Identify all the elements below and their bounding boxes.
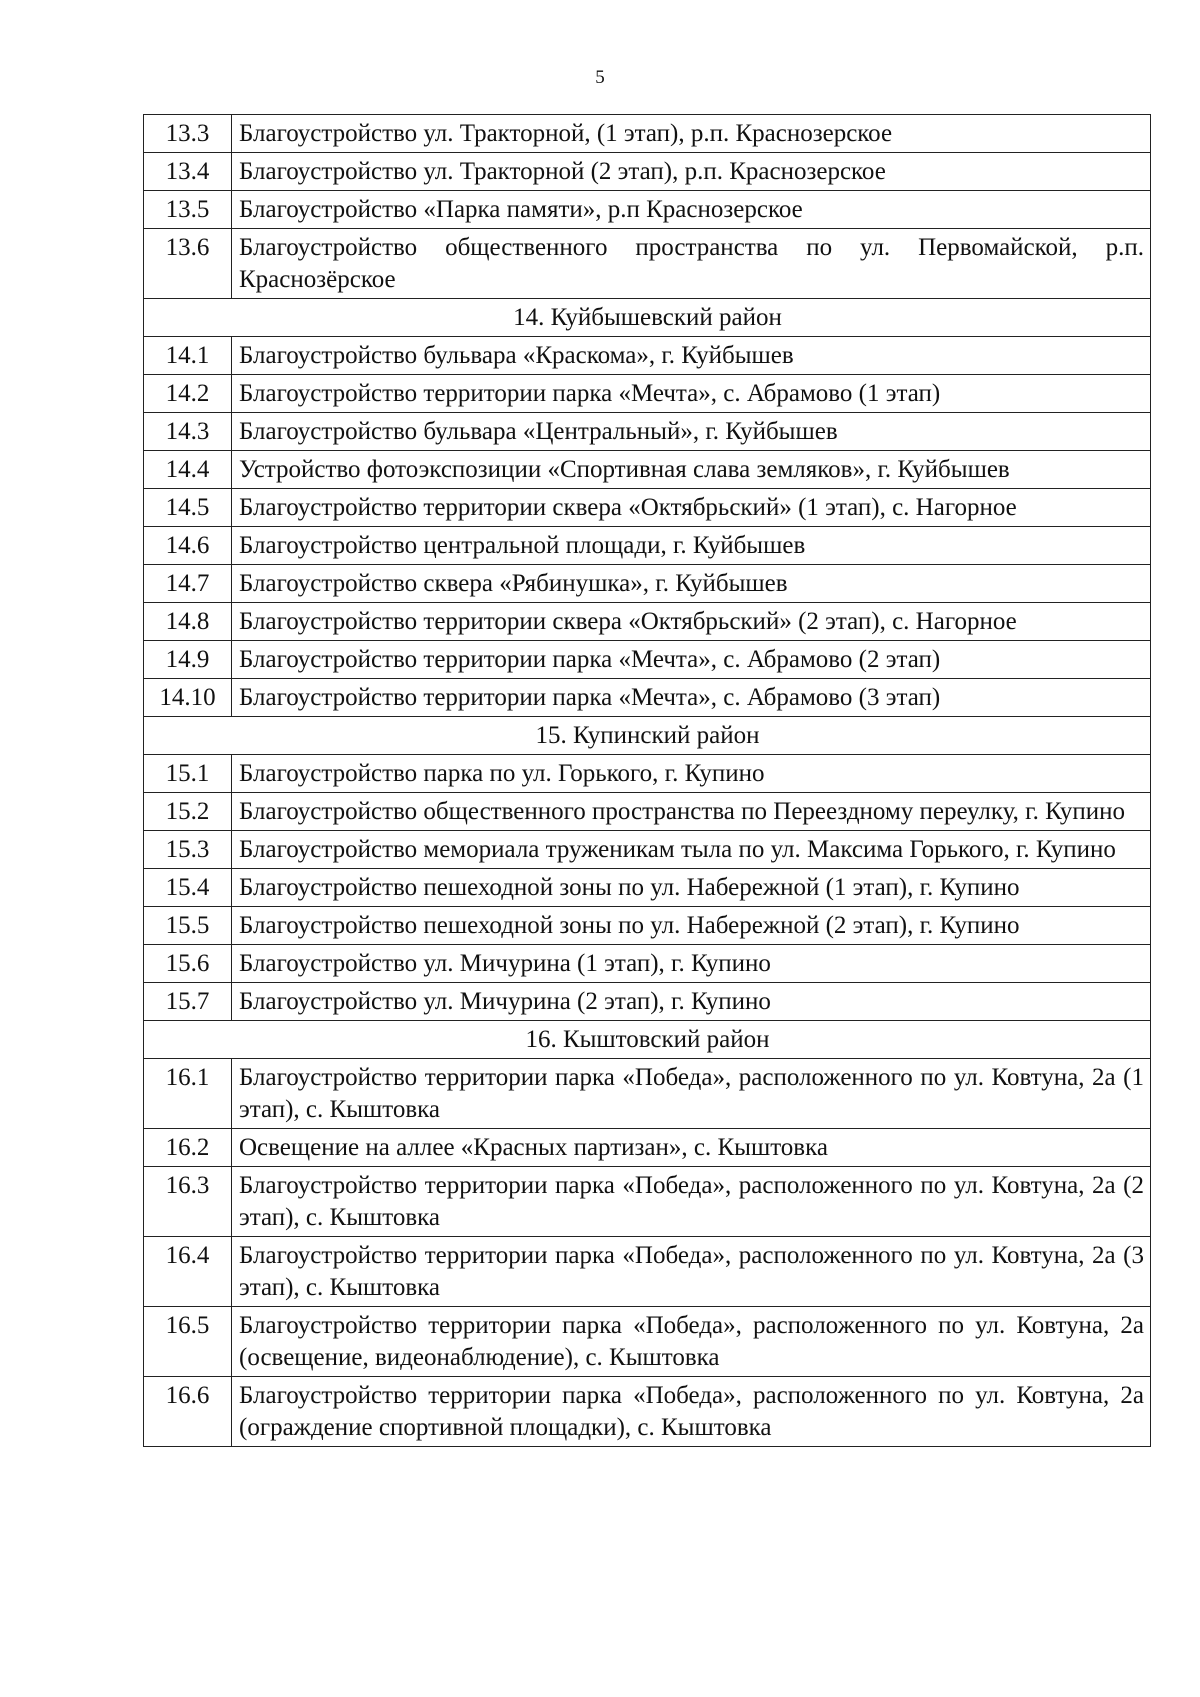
item-number: 16.5 <box>144 1307 232 1377</box>
item-number: 14.8 <box>144 603 232 641</box>
table-row <box>144 115 1151 153</box>
table-body <box>144 115 1151 1447</box>
item-description: Благоустройство территории парка «Победа», расположенного по ул. Ковтуна, 2а (3 этап), с. Кыштовка <box>232 1237 1151 1307</box>
item-number: 16.1 <box>144 1059 232 1129</box>
table-row <box>144 451 1151 489</box>
item-number: 14.3 <box>144 413 232 451</box>
section-title: 15. Купинский район <box>144 717 1151 755</box>
item-number: 14.2 <box>144 375 232 413</box>
item-number: 16.3 <box>144 1167 232 1237</box>
table-row <box>144 1237 1151 1307</box>
item-description: Благоустройство территории парка «Победа», расположенного по ул. Ковтуна, 2а (ограждение спортивной площадки), с. Кыштовка <box>232 1377 1151 1447</box>
item-description: Благоустройство пешеходной зоны по ул. Набережной (2 этап), г. Купино <box>232 907 1151 945</box>
table-row <box>144 413 1151 451</box>
table-row <box>144 793 1151 831</box>
item-description: Благоустройство ул. Тракторной, (1 этап), р.п. Краснозерское <box>232 115 1151 153</box>
improvement-objects-table <box>143 114 1151 1447</box>
item-number: 15.5 <box>144 907 232 945</box>
item-description: Благоустройство территории парка «Победа», расположенного по ул. Ковтуна, 2а (1 этап), с. Кыштовка <box>232 1059 1151 1129</box>
item-number: 15.7 <box>144 983 232 1021</box>
item-number: 15.2 <box>144 793 232 831</box>
item-description: Благоустройство бульвара «Краскома», г. Куйбышев <box>232 337 1151 375</box>
item-number: 14.7 <box>144 565 232 603</box>
section-header-row <box>144 299 1151 337</box>
item-description: Благоустройство сквера «Рябинушка», г. Куйбышев <box>232 565 1151 603</box>
table-row <box>144 527 1151 565</box>
item-number: 13.5 <box>144 191 232 229</box>
item-number: 14.4 <box>144 451 232 489</box>
item-number: 16.4 <box>144 1237 232 1307</box>
item-description: Благоустройство центральной площади, г. Куйбышев <box>232 527 1151 565</box>
table-row <box>144 1059 1151 1129</box>
item-number: 13.6 <box>144 229 232 299</box>
item-description: Благоустройство общественного пространства по Переездному переулку, г. Купино <box>232 793 1151 831</box>
item-description: Благоустройство территории парка «Мечта», с. Абрамово (1 этап) <box>232 375 1151 413</box>
item-description: Благоустройство пешеходной зоны по ул. Набережной (1 этап), г. Купино <box>232 869 1151 907</box>
table-row <box>144 375 1151 413</box>
table-row <box>144 945 1151 983</box>
table-row <box>144 831 1151 869</box>
item-number: 15.3 <box>144 831 232 869</box>
item-description: Благоустройство общественного пространства по ул. Первомайской, р.п. Краснозёрское <box>232 229 1151 299</box>
table-row <box>144 907 1151 945</box>
table-row <box>144 983 1151 1021</box>
item-number: 15.6 <box>144 945 232 983</box>
table-row <box>144 603 1151 641</box>
item-number: 15.4 <box>144 869 232 907</box>
section-header-row <box>144 717 1151 755</box>
item-description: Благоустройство территории парка «Мечта», с. Абрамово (2 этап) <box>232 641 1151 679</box>
table-row <box>144 153 1151 191</box>
item-description: Благоустройство мемориала труженикам тыла по ул. Максима Горького, г. Купино <box>232 831 1151 869</box>
table-row <box>144 489 1151 527</box>
item-number: 16.6 <box>144 1377 232 1447</box>
table-row <box>144 869 1151 907</box>
table-row <box>144 229 1151 299</box>
section-title: 14. Куйбышевский район <box>144 299 1151 337</box>
item-description: Благоустройство парка по ул. Горького, г. Купино <box>232 755 1151 793</box>
item-number: 14.10 <box>144 679 232 717</box>
item-number: 15.1 <box>144 755 232 793</box>
item-number: 14.5 <box>144 489 232 527</box>
item-description: Благоустройство «Парка памяти», р.п Краснозерское <box>232 191 1151 229</box>
table-row <box>144 1377 1151 1447</box>
section-header-row <box>144 1021 1151 1059</box>
item-description: Благоустройство территории парка «Победа», расположенного по ул. Ковтуна, 2а (освещение, видеонаблюдение), с. Кыштовка <box>232 1307 1151 1377</box>
item-description: Благоустройство бульвара «Центральный», г. Куйбышев <box>232 413 1151 451</box>
table-row <box>144 1167 1151 1237</box>
page-number: 5 <box>595 67 605 88</box>
table-row <box>144 679 1151 717</box>
table-row <box>144 1129 1151 1167</box>
item-number: 16.2 <box>144 1129 232 1167</box>
item-description: Благоустройство ул. Тракторной (2 этап), р.п. Краснозерское <box>232 153 1151 191</box>
item-number: 14.1 <box>144 337 232 375</box>
item-number: 14.9 <box>144 641 232 679</box>
table-row <box>144 755 1151 793</box>
item-description: Устройство фотоэкспозиции «Спортивная слава земляков», г. Куйбышев <box>232 451 1151 489</box>
item-description: Благоустройство территории парка «Мечта», с. Абрамово (3 этап) <box>232 679 1151 717</box>
item-description: Благоустройство территории парка «Победа», расположенного по ул. Ковтуна, 2а (2 этап), с. Кыштовка <box>232 1167 1151 1237</box>
table-row <box>144 1307 1151 1377</box>
item-description: Благоустройство ул. Мичурина (1 этап), г. Купино <box>232 945 1151 983</box>
section-title: 16. Кыштовский район <box>144 1021 1151 1059</box>
item-number: 13.4 <box>144 153 232 191</box>
table-row <box>144 565 1151 603</box>
table-row <box>144 641 1151 679</box>
item-description: Благоустройство территории сквера «Октябрьский» (1 этап), с. Нагорное <box>232 489 1151 527</box>
table-row <box>144 337 1151 375</box>
item-description: Благоустройство территории сквера «Октябрьский» (2 этап), с. Нагорное <box>232 603 1151 641</box>
item-description: Благоустройство ул. Мичурина (2 этап), г. Купино <box>232 983 1151 1021</box>
table-row <box>144 191 1151 229</box>
item-number: 14.6 <box>144 527 232 565</box>
item-description: Освещение на аллее «Красных партизан», с. Кыштовка <box>232 1129 1151 1167</box>
item-number: 13.3 <box>144 115 232 153</box>
